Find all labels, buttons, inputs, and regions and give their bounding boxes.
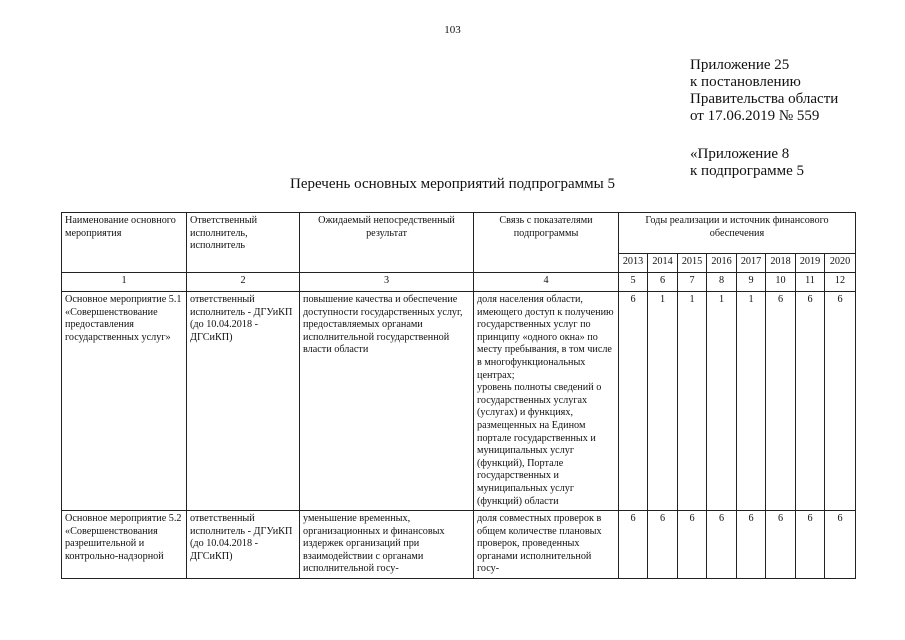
table-row — [62, 511, 856, 579]
value-cell: 6 — [796, 292, 825, 511]
column-number-cell: 12 — [825, 273, 856, 292]
result-cell: уменьшение временных, организационных и финансовых издержек организаций при взаимодействии с органами исполнительной госу- — [300, 511, 474, 579]
value-cell: 1 — [648, 292, 678, 511]
column-number-cell: 2 — [187, 273, 300, 292]
value-cell: 6 — [619, 292, 648, 511]
year-cell: 2019 — [796, 254, 825, 273]
value-cell: 6 — [678, 511, 707, 579]
column-number-cell: 5 — [619, 273, 648, 292]
table-header-row — [62, 213, 856, 254]
measure-name-cell: Основное мероприятие 5.2 «Совершенствования разрешительной и контрольно-надзорной — [62, 511, 187, 579]
column-number-cell: 11 — [796, 273, 825, 292]
column-number-cell: 7 — [678, 273, 707, 292]
document-title: Перечень основных мероприятий подпрограммы 5 — [290, 176, 615, 192]
value-cell: 6 — [766, 292, 796, 511]
appendix-line: Правительства области — [690, 91, 839, 107]
appendix-line: Приложение 25 — [690, 57, 790, 73]
value-cell: 6 — [619, 511, 648, 579]
value-cell: 6 — [825, 511, 856, 579]
column-number-cell: 6 — [648, 273, 678, 292]
year-cell: 2014 — [648, 254, 678, 273]
table-row — [62, 292, 856, 511]
indicators-cell: доля совместных проверок в общем количестве плановых проверок, проведенных органами исполнительной госу- — [474, 511, 619, 579]
page-number: 103 — [444, 24, 461, 36]
appendix-line: от 17.06.2019 № 559 — [690, 108, 820, 124]
year-cell: 2016 — [707, 254, 737, 273]
header-cell-years-group: Годы реализации и источник финансового обеспечения — [619, 213, 856, 254]
header-cell: Ожидаемый непосредственный результат — [300, 213, 474, 273]
value-cell: 1 — [737, 292, 766, 511]
column-number-cell: 9 — [737, 273, 766, 292]
appendix-line: к постановлению — [690, 74, 801, 90]
header-cell: Связь с показателями подпрограммы — [474, 213, 619, 273]
column-number-cell: 3 — [300, 273, 474, 292]
measures-table — [61, 212, 856, 579]
column-number-cell: 4 — [474, 273, 619, 292]
appendix-line: к подпрограмме 5 — [690, 163, 804, 179]
year-cell: 2017 — [737, 254, 766, 273]
indicators-cell: доля населения области, имеющего доступ к получению государственных услуг по принципу «одного окна» по месту пребывания, в том числе в многофункциональных центрах; уровень полноты сведений о государственных услугах (услугах) и функциях, размещенных на Едином портале государственных и муниципальных услуг (функций), Портале государственных и муниципальных услуг (функций) области — [474, 292, 619, 511]
appendix-reference — [690, 57, 838, 125]
column-number-cell: 1 — [62, 273, 187, 292]
year-cell: 2020 — [825, 254, 856, 273]
year-cell: 2013 — [619, 254, 648, 273]
result-cell: повышение качества и обеспечение доступности государственных услуг, предоставляемых органами исполнительной государственной власти области — [300, 292, 474, 511]
value-cell: 6 — [648, 511, 678, 579]
column-number-row — [62, 273, 856, 292]
year-cell: 2018 — [766, 254, 796, 273]
value-cell: 6 — [766, 511, 796, 579]
measure-name-cell: Основное мероприятие 5.1 «Совершенствование предоставления государственных услуг» — [62, 292, 187, 511]
year-cell: 2015 — [678, 254, 707, 273]
value-cell: 6 — [796, 511, 825, 579]
executor-cell: ответственный исполнитель - ДГУиКП (до 10.04.2018 - ДГСиКП) — [187, 511, 300, 579]
column-number-cell: 8 — [707, 273, 737, 292]
value-cell: 6 — [707, 511, 737, 579]
header-cell: Наименование основного мероприятия — [62, 213, 187, 273]
value-cell: 6 — [737, 511, 766, 579]
value-cell: 1 — [707, 292, 737, 511]
executor-cell: ответственный исполнитель - ДГУиКП (до 10.04.2018 - ДГСиКП) — [187, 292, 300, 511]
subprogram-appendix-reference — [690, 146, 804, 180]
appendix-line: «Приложение 8 — [690, 146, 790, 162]
column-number-cell: 10 — [766, 273, 796, 292]
value-cell: 1 — [678, 292, 707, 511]
header-cell: Ответственный исполнитель, исполнитель — [187, 213, 300, 273]
value-cell: 6 — [825, 292, 856, 511]
